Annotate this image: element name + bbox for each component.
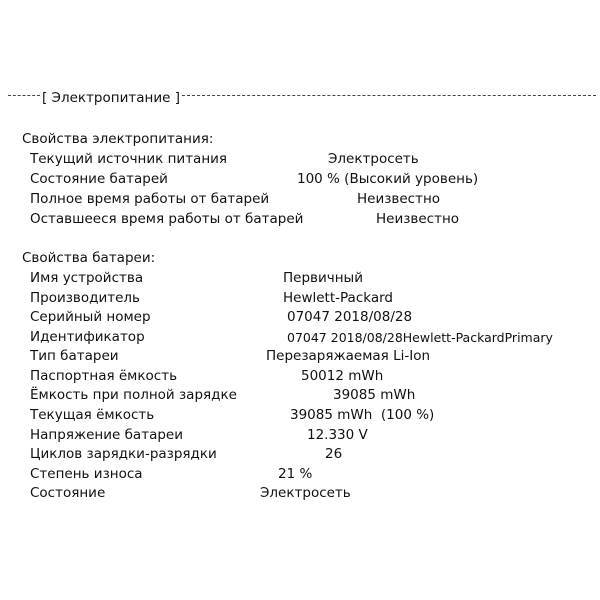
section-header-power <box>8 89 596 108</box>
battery-row-value: 50012 mWh <box>301 368 384 384</box>
power-row-label: Состояние батарей <box>30 171 168 187</box>
battery-properties-title: Свойства батареи: <box>22 250 156 266</box>
battery-row-label: Тип батареи <box>30 348 119 364</box>
battery-row-value: 39085 mWh (100 %) <box>290 407 435 423</box>
power-row-value: Электросеть <box>328 151 419 167</box>
header-divider-right <box>182 95 596 96</box>
battery-row-label: Ёмкость при полной зарядке <box>30 387 237 403</box>
battery-row-value: Электросеть <box>260 485 351 501</box>
battery-row-label: Напряжение батареи <box>30 427 183 443</box>
battery-row-value: 21 % <box>278 466 313 482</box>
power-row-label: Полное время работы от батарей <box>30 191 270 207</box>
battery-row-label: Идентификатор <box>30 329 145 345</box>
battery-row-value: 12.330 V <box>307 427 368 443</box>
battery-row-label: Циклов зарядки-разрядки <box>30 446 217 462</box>
header-divider-left <box>8 95 40 96</box>
power-row-label: Оставшееся время работы от батарей <box>30 211 304 227</box>
power-properties-title: Свойства электропитания: <box>22 131 214 147</box>
battery-row-label: Степень износа <box>30 466 143 482</box>
battery-row-label: Состояние <box>30 485 106 501</box>
battery-row-value: Первичный <box>283 270 363 286</box>
battery-row-value: 07047 2018/08/28Hewlett-PackardPrimary <box>287 330 553 345</box>
battery-row-value: 39085 mWh <box>333 387 416 403</box>
power-row-label: Текущий источник питания <box>30 151 228 167</box>
power-row-value: Неизвестно <box>376 211 460 227</box>
header-title: [ Электропитание ] <box>42 90 180 106</box>
power-row-value: Неизвестно <box>357 191 441 207</box>
battery-row-value: 26 <box>325 446 343 462</box>
battery-row-label: Имя устройства <box>30 270 144 286</box>
battery-row-label: Производитель <box>30 290 141 306</box>
battery-row-value: 07047 2018/08/28 <box>287 309 413 325</box>
power-row-value: 100 % (Высокий уровень) <box>297 171 479 187</box>
battery-row-label: Текущая ёмкость <box>30 407 155 423</box>
battery-row-value: Перезаряжаемая Li-Ion <box>266 348 431 364</box>
battery-row-label: Серийный номер <box>30 309 151 325</box>
battery-row-value: Hewlett-Packard <box>283 290 393 306</box>
battery-row-label: Паспортная ёмкость <box>30 368 178 384</box>
